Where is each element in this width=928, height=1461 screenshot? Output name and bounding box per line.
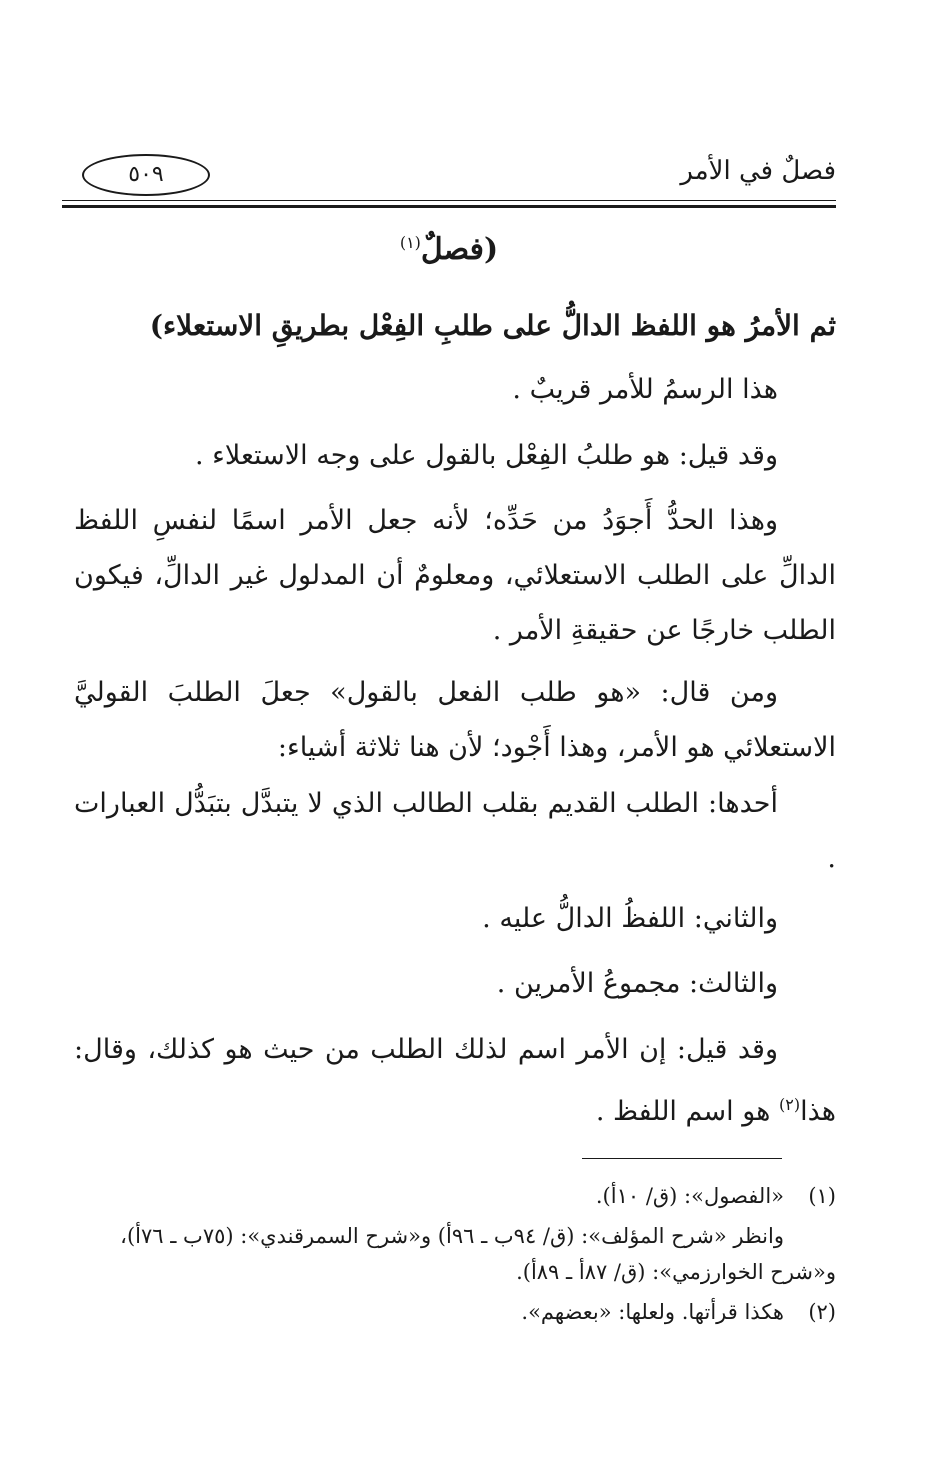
paragraph-3: وهذا الحدُّ أَجوَدُ من حَدِّه؛ لأنه جعل الأمر اسمًا لنفسِ اللفظ الدالِّ على الطلب الاستعلائي، ومعلومٌ أن المدلول غير الدالِّ، فيكون الطلب خارجًا عن حقيقةِ الأمر . xyxy=(74,505,836,646)
footnote-number: (١) xyxy=(808,1184,836,1208)
page-number: ٥٠٩ xyxy=(82,154,210,196)
footnote-text: وانظر «شرح المؤلف»: (ق/ ٩٤ب ـ ٩٦أ) و«شرح السمرقندي»: (٧٥ب ـ ٧٦أ)، و«شرح الخوارزمي»: (ق/ ٨٧أ ـ ٨٩أ). xyxy=(120,1224,836,1284)
footnote-ref-2: (٢) xyxy=(778,1095,801,1114)
paragraph-1: هذا الرسمُ للأمر قريبٌ . xyxy=(512,374,778,405)
paragraph-2: وقد قيل: هو طلبُ الفِعْل بالقول على وجه الاستعلاء . xyxy=(195,440,778,471)
definition-line: ثم الأمرُ هو اللفظ الدالُّ على طلبِ الفِعْل بطريقِ الاستعلاء) xyxy=(149,309,836,342)
footnote-text: «الفصول»: (ق/ ١٠أ). xyxy=(595,1184,784,1208)
footnote-ref-1: (١) xyxy=(399,233,421,252)
footnote-1 xyxy=(74,1178,836,1214)
page-header xyxy=(62,152,836,196)
paragraph-8 xyxy=(74,1022,836,1139)
paragraph-7: والثالث: مجموعُ الأمرين . xyxy=(496,968,778,999)
running-title: فصلٌ في الأمر xyxy=(680,156,836,186)
footnote-1-continued xyxy=(74,1218,836,1290)
paragraph-4: ومن قال: «هو طلب الفعل بالقول» جعلَ الطلبَ القوليَّ الاستعلائي هو الأمر، وهذا أَجْود؛ لأن هنا ثلاثة أشياء: xyxy=(74,677,836,763)
footnote-2 xyxy=(74,1294,836,1330)
header-rule-thin xyxy=(62,200,836,201)
paragraph-8-tail: هو اسم اللفظ . xyxy=(595,1096,771,1127)
paragraph-8-text: وقد قيل: إن الأمر اسم لذلك الطلب من حيث هو كذلك، وقال: هذا xyxy=(74,1034,836,1127)
footnote-number: (٢) xyxy=(808,1300,836,1324)
section-heading-text: (فصلٌ xyxy=(420,232,499,267)
header-rule-thick xyxy=(62,205,836,208)
section-heading xyxy=(62,232,836,267)
paragraph-6: والثاني: اللفظُ الدالُّ عليه . xyxy=(482,903,778,934)
paragraph-5: أحدها: الطلب القديم بقلب الطالب الذي لا يتبدَّل بتبَدُّل العبارات . xyxy=(74,788,836,874)
footnote-rule xyxy=(582,1158,782,1159)
footnote-text: هكذا قرأتها. ولعلها: «بعضهم». xyxy=(521,1300,784,1324)
